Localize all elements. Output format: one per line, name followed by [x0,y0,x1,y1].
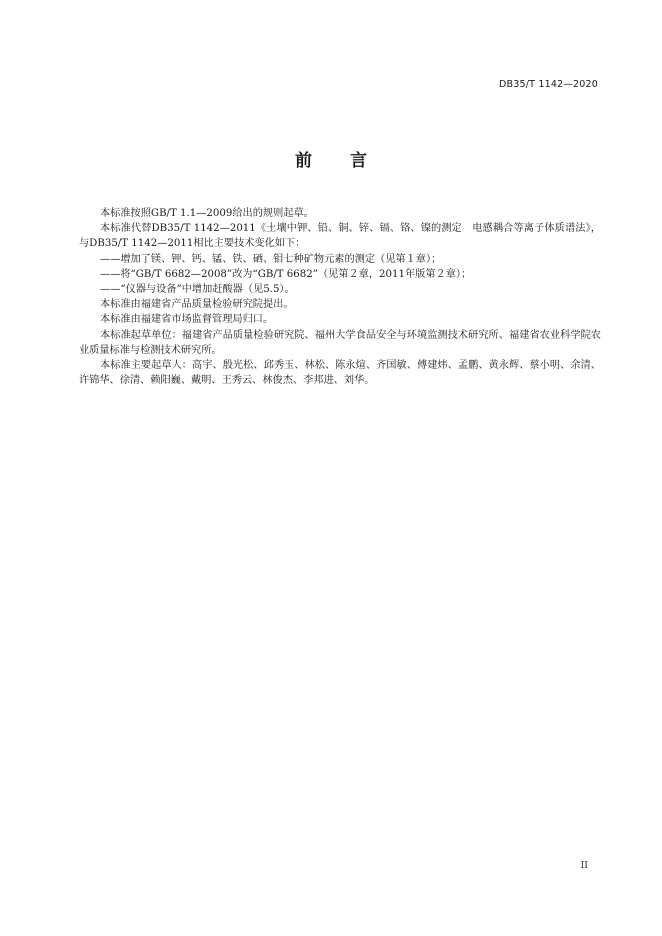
paragraph-drafting-rules: 本标准按照GB/T 1.1—2009给出的规则起草。 [100,208,314,219]
paragraph-change-3: ——“仪器与设备”中增加赶酸器（见5.5）。 [100,284,295,296]
page-title: 前言 [295,151,405,171]
foreword-body [79,206,601,388]
paragraph-drafting-units: 本标准起草单位：福建省产品质量检验研究院、福州大学食品安全与环境监测技术研究所、福建省农业科学院农业质量标准与检测技术研究所。 [79,329,601,356]
paragraph-change-2: ——将“GB/T 6682—2008”改为“GB/T 6682”（见第２章，2011年版第２章）； [100,268,472,280]
page-number: II [580,860,588,871]
paragraph-proposer: 本标准由福建省产品质量检验研究院提出。 [100,299,294,311]
paragraph-drafters: 本标准主要起草人：高宇、殷光松、邱秀玉、林松、陈永煊、齐国敏、傅建炜、孟鹏、黄永辉、蔡小明、余清、许锦华、徐清、赖阳巍、戴明、王秀云、林俊杰、李邦进、刘华。 [79,360,601,387]
paragraph-administrator: 本标准由福建省市场监督管理局归口。 [100,314,274,326]
paragraph-replacement: 本标准代替DB35/T 1142—2011《土壤中钾、铅、铜、锌、镉、铬、镍的测定 电感耦合等离子体质谱法》，与DB35/T 1142—2011相比主要技术变化如下： [79,223,601,250]
standard-number: DB35/T 1142—2020 [499,79,598,90]
paragraph-change-1: ——增加了镁、钾、钙、锰、铁、硒、钼七种矿物元素的测定（见第１章）； [100,253,442,265]
